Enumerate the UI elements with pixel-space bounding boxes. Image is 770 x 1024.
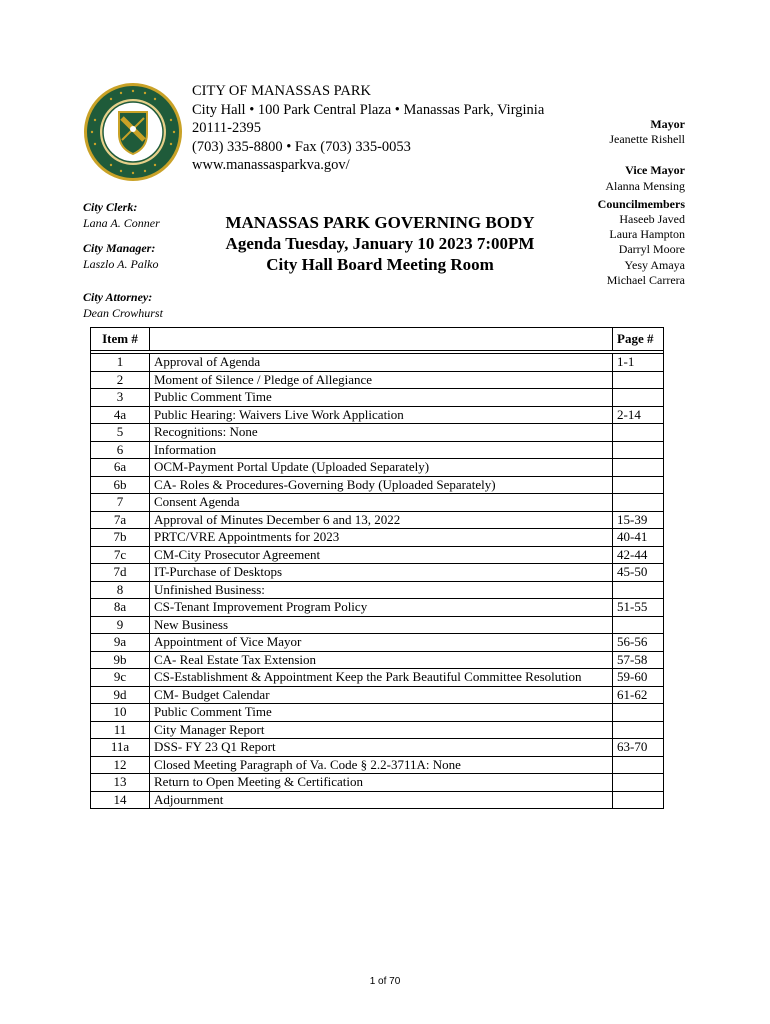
item-description: Consent Agenda (150, 494, 613, 512)
phone-fax: (703) 335-8800 • Fax (703) 335-0053 (192, 138, 411, 155)
table-row (91, 756, 664, 774)
item-page-range: 59-60 (613, 669, 664, 687)
item-number: 8 (91, 581, 150, 599)
table-row (91, 739, 664, 757)
table-row (91, 354, 664, 372)
item-description: Approval of Minutes December 6 and 13, 2022 (150, 511, 613, 529)
title-date: Agenda Tuesday, January 10 2023 7:00PM (225, 234, 535, 253)
column-header-item: Item # (91, 328, 150, 351)
item-description: Moment of Silence / Pledge of Allegiance (150, 371, 613, 389)
website-link[interactable]: www.manassasparkva.gov/ (192, 157, 350, 173)
table-row (91, 651, 664, 669)
table-row (91, 494, 664, 512)
mayor-label: Mayor (650, 117, 685, 131)
item-page-range (613, 791, 664, 809)
item-number: 1 (91, 354, 150, 372)
item-description: CA- Real Estate Tax Extension (150, 651, 613, 669)
official-name-clerk: Lana A. Conner (83, 215, 160, 230)
item-description: City Manager Report (150, 721, 613, 739)
item-page-range: 51-55 (613, 599, 664, 617)
item-page-range: 2-14 (613, 406, 664, 424)
item-number: 2 (91, 371, 150, 389)
item-number: 9d (91, 686, 150, 704)
agenda-title (195, 212, 565, 275)
item-page-range (613, 721, 664, 739)
item-number: 9a (91, 634, 150, 652)
item-page-range (613, 616, 664, 634)
item-number: 3 (91, 389, 150, 407)
item-description: IT-Purchase of Desktops (150, 564, 613, 582)
item-number: 10 (91, 704, 150, 722)
item-page-range (613, 459, 664, 477)
item-number: 7a (91, 511, 150, 529)
item-number: 5 (91, 424, 150, 442)
column-header-page: Page # (613, 328, 664, 351)
councilmember: Darryl Moore (618, 242, 685, 257)
title-location: City Hall Board Meeting Room (266, 255, 494, 274)
item-page-range (613, 756, 664, 774)
item-page-range (613, 424, 664, 442)
page-indicator: 1 of 70 (369, 976, 401, 987)
councilmembers-label: Councilmembers (597, 196, 685, 211)
official-role-attorney: City Attorney: (83, 290, 153, 304)
item-page-range (613, 441, 664, 459)
item-page-range: 40-41 (613, 529, 664, 547)
table-row (91, 616, 664, 634)
item-description: Adjournment (150, 791, 613, 809)
table-row (91, 371, 664, 389)
item-number: 11a (91, 739, 150, 757)
item-number: 13 (91, 774, 150, 792)
item-description: Public Comment Time (150, 389, 613, 407)
item-number: 12 (91, 756, 150, 774)
official-role-clerk: City Clerk: (83, 200, 138, 214)
table-row (91, 476, 664, 494)
item-page-range: 1-1 (613, 354, 664, 372)
official-name-manager: Laszlo A. Palko (83, 256, 159, 271)
item-number: 4a (91, 406, 150, 424)
table-row (91, 546, 664, 564)
item-description: Unfinished Business: (150, 581, 613, 599)
table-row (91, 564, 664, 582)
item-page-range: 56-56 (613, 634, 664, 652)
table-row (91, 791, 664, 809)
address-line-1: City Hall • 100 Park Central Plaza • Manassas Park, Virginia (192, 101, 545, 118)
item-number: 7c (91, 546, 150, 564)
item-number: 9 (91, 616, 150, 634)
item-description: CS-Establishment & Appointment Keep the Park Beautiful Committee Resolution (150, 669, 613, 687)
agenda-table (90, 327, 664, 809)
table-row (91, 774, 664, 792)
item-page-range (613, 581, 664, 599)
table-row (91, 686, 664, 704)
councilmember: Michael Carrera (606, 272, 685, 287)
item-description: New Business (150, 616, 613, 634)
item-number: 8a (91, 599, 150, 617)
item-number: 11 (91, 721, 150, 739)
table-row (91, 581, 664, 599)
item-number: 7b (91, 529, 150, 547)
item-page-range: 63-70 (613, 739, 664, 757)
item-description: CM-City Prosecutor Agreement (150, 546, 613, 564)
item-page-range (613, 704, 664, 722)
item-page-range (613, 476, 664, 494)
item-number: 6b (91, 476, 150, 494)
vice-mayor-label: Vice Mayor (625, 163, 685, 178)
table-row (91, 721, 664, 739)
table-row (91, 459, 664, 477)
title-body: MANASSAS PARK GOVERNING BODY (225, 213, 535, 232)
council-members (598, 117, 685, 288)
city-header (192, 82, 544, 175)
city-name: CITY OF MANASSAS PARK (192, 83, 372, 99)
table-row (91, 634, 664, 652)
item-page-range: 15-39 (613, 511, 664, 529)
item-page-range (613, 494, 664, 512)
item-description: Public Hearing: Waivers Live Work Application (150, 406, 613, 424)
city-seal-logo (83, 82, 183, 182)
councilmember: Yesy Amaya (624, 257, 685, 272)
city-officials (83, 200, 163, 321)
item-description: Closed Meeting Paragraph of Va. Code § 2.2-3711A: None (150, 756, 613, 774)
item-description: Return to Open Meeting & Certification (150, 774, 613, 792)
vice-mayor-name: Alanna Mensing (605, 178, 685, 193)
item-page-range: 42-44 (613, 546, 664, 564)
table-row (91, 511, 664, 529)
table-header-row (91, 328, 664, 351)
item-description: Public Comment Time (150, 704, 613, 722)
item-description: CM- Budget Calendar (150, 686, 613, 704)
item-number: 6a (91, 459, 150, 477)
table-row (91, 424, 664, 442)
item-page-range (613, 371, 664, 389)
item-page-range (613, 774, 664, 792)
item-number: 9c (91, 669, 150, 687)
item-description: PRTC/VRE Appointments for 2023 (150, 529, 613, 547)
table-row (91, 704, 664, 722)
item-description: Approval of Agenda (150, 354, 613, 372)
item-description: Recognitions: None (150, 424, 613, 442)
item-number: 7d (91, 564, 150, 582)
item-page-range: 57-58 (613, 651, 664, 669)
item-page-range (613, 389, 664, 407)
table-row (91, 441, 664, 459)
item-description: Information (150, 441, 613, 459)
mayor-name: Jeanette Rishell (609, 132, 685, 147)
councilmember: Laura Hampton (609, 227, 685, 242)
councilmember: Haseeb Javed (619, 212, 685, 227)
item-number: 6 (91, 441, 150, 459)
item-number: 7 (91, 494, 150, 512)
item-page-range: 45-50 (613, 564, 664, 582)
item-description: Appointment of Vice Mayor (150, 634, 613, 652)
address-line-2: 20111-2395 (192, 120, 262, 136)
item-description: OCM-Payment Portal Update (Uploaded Separately) (150, 459, 613, 477)
item-page-range: 61-62 (613, 686, 664, 704)
item-description: CA- Roles & Procedures-Governing Body (Uploaded Separately) (150, 476, 613, 494)
table-row (91, 669, 664, 687)
item-description: DSS- FY 23 Q1 Report (150, 739, 613, 757)
table-row (91, 599, 664, 617)
official-role-manager: City Manager: (83, 241, 156, 255)
official-name-attorney: Dean Crowhurst (83, 305, 163, 320)
table-row (91, 389, 664, 407)
table-row (91, 529, 664, 547)
item-number: 14 (91, 791, 150, 809)
column-header-description (150, 328, 613, 351)
table-row (91, 406, 664, 424)
item-number: 9b (91, 651, 150, 669)
item-description: CS-Tenant Improvement Program Policy (150, 599, 613, 617)
